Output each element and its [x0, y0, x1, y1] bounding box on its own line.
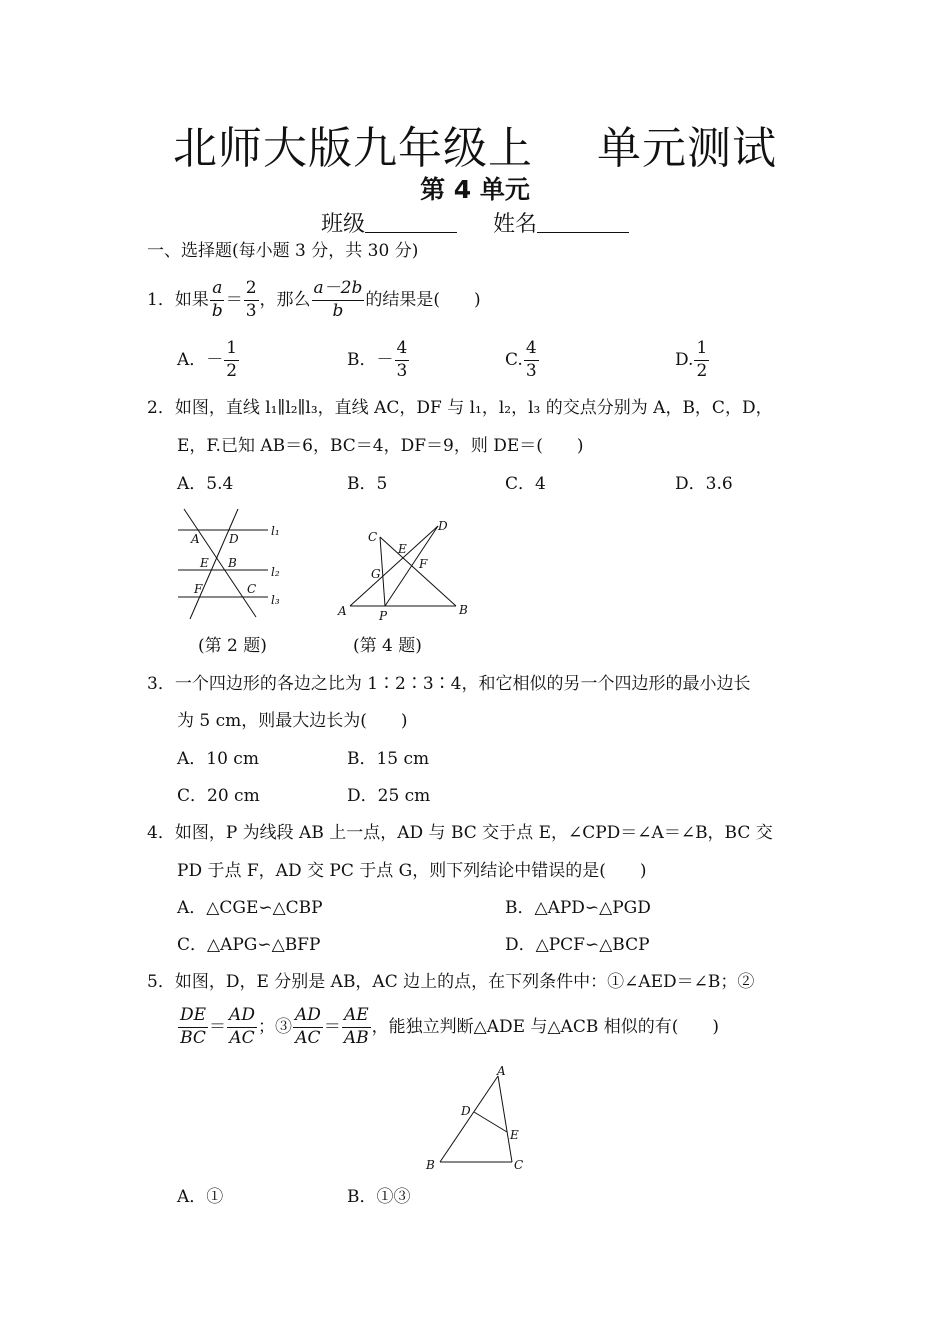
page-title: [0, 112, 950, 176]
q4-line2: PD 于点 F，AD 交 PC 于点 G，则下列结论中错误的是( ): [177, 861, 647, 881]
class-name-line: [0, 207, 950, 238]
q2-line2: E，F.已知 AB＝6，BC＝4，DF＝9，则 DE＝( ): [177, 436, 584, 456]
fig4-label-f: F: [419, 557, 428, 571]
name-label: 姓名: [493, 212, 538, 237]
q4-option-d[interactable]: D．△PCF∽△BCP: [505, 935, 650, 955]
fig4-label-g: G: [371, 567, 381, 581]
fig2-label-a: A: [191, 532, 200, 546]
title-left: 北师大版九年级上: [173, 123, 533, 174]
q1-frac-expr: $\frac{a-2b}{b}$: [313, 278, 363, 321]
class-label: 班级: [320, 212, 365, 237]
fig4-label-c: C: [368, 530, 378, 544]
q4-option-c[interactable]: C．△APG∽△BFP: [177, 935, 321, 955]
q3-option-a[interactable]: A．10 cm: [177, 749, 259, 769]
q2-line1: 2．如图，直线 l₁∥l₂∥l₃，直线 AC，DF 与 l₁，l₂，l₃ 的交点分别为 A，B，C，D，: [147, 398, 773, 418]
q5-frac-ad-ac: $\frac{AD}{AC}$: [229, 1005, 255, 1048]
q4-option-b[interactable]: B．△APD∽△PGD: [505, 898, 651, 918]
q3-line1: 3．一个四边形的各边之比为 1∶2∶3∶4，和它相似的另一个四边形的最小边长: [147, 674, 751, 694]
q1-option-b[interactable]: B． － $\frac{4}{3}$: [347, 338, 408, 381]
fig2-label-d: D: [229, 532, 239, 546]
q1-eq: ＝: [225, 289, 243, 310]
fig4-label-p: P: [379, 609, 388, 623]
fig5-label-b: B: [426, 1158, 435, 1172]
q5-frac-ad-ac-2: $\frac{AD}{AC}$: [294, 1005, 321, 1048]
q1-option-d[interactable]: D. $\frac{1}{2}$: [675, 338, 708, 381]
q1-mid: ，那么: [259, 289, 311, 310]
class-blank[interactable]: [365, 214, 457, 233]
title-right: 单元测试: [597, 123, 777, 174]
q5-frac-ae-ab: $\frac{AE}{AB}$: [343, 1005, 369, 1048]
q2-option-b[interactable]: B．5: [347, 474, 388, 494]
fig5-label-c: C: [514, 1158, 524, 1172]
question-1: [147, 280, 481, 321]
q3-option-d[interactable]: D．25 cm: [347, 786, 431, 806]
q1-frac-a-b: $\frac{a}{b}$: [211, 278, 223, 321]
q3-line2: 为 5 cm，则最大边长为( ): [177, 711, 408, 731]
q4-line1: 4．如图，P 为线段 AB 上一点，AD 与 BC 交于点 E，∠CPD＝∠A＝∠B，BC 交: [147, 823, 773, 843]
fig2-label-e: E: [200, 556, 209, 570]
unit-subtitle: 第 4 单元: [420, 175, 530, 204]
fig2-label-c: C: [247, 582, 257, 596]
q5-option-b[interactable]: B．①③: [347, 1187, 411, 1207]
fig2-label-b: B: [228, 556, 237, 570]
q5-option-a[interactable]: A．①: [177, 1187, 224, 1207]
figure-q2-parallel-lines: [170, 505, 290, 625]
fig2-caption: (第 2 题): [198, 636, 267, 656]
q2-option-d[interactable]: D．3.6: [675, 474, 733, 494]
fig4-label-d: D: [438, 519, 448, 533]
q2-option-c[interactable]: C．4: [505, 474, 546, 494]
q5-line2: $\frac{DE}{BC}$ ＝ $\frac{AD}{AC}$ ；③ $\frac{AD}{AC}$ ＝ $\frac{AE}{AB}$ ，能独立判断△ADE 与△ACB 相似的有( ): [180, 1005, 719, 1048]
name-blank[interactable]: [537, 214, 629, 233]
q5-frac-de-bc: $\frac{DE}{BC}$: [180, 1005, 207, 1048]
fig4-label-a: A: [338, 604, 347, 618]
q1-post: 的结果是( ): [365, 289, 481, 310]
fig2-label-l1: l₁: [271, 524, 280, 538]
q3-option-c[interactable]: C．20 cm: [177, 786, 260, 806]
fig2-label-f: F: [194, 582, 203, 596]
fig4-label-e: E: [398, 542, 407, 556]
q1-frac-2-3: $\frac{2}{3}$: [245, 278, 257, 321]
q4-option-a[interactable]: A．△CGE∽△CBP: [177, 898, 323, 918]
fig2-label-l3: l₃: [271, 593, 280, 607]
q2-option-a[interactable]: A．5.4: [177, 474, 234, 494]
figure-q4-triangles: [330, 512, 480, 624]
q5-line1: 5．如图，D，E 分别是 AB，AC 边上的点，在下列条件中：①∠AED＝∠B；②: [147, 972, 755, 992]
fig4-label-b: B: [459, 603, 468, 617]
fig4-caption: (第 4 题): [353, 636, 422, 656]
figure-q5-triangle: [420, 1062, 535, 1174]
q3-option-b[interactable]: B．15 cm: [347, 749, 430, 769]
section-heading: 一、选择题(每小题 3 分，共 30 分): [147, 241, 419, 261]
q1-option-a[interactable]: A． － $\frac{1}{2}$: [177, 338, 238, 381]
q1-pre: 如果: [174, 289, 209, 310]
fig2-label-l2: l₂: [271, 565, 280, 579]
fig5-label-d: D: [461, 1104, 471, 1118]
q1-number: 1．: [147, 289, 175, 310]
fig5-label-e: E: [510, 1128, 519, 1142]
fig5-label-a: A: [497, 1064, 506, 1078]
q1-option-c[interactable]: C. $\frac{4}{3}$: [505, 338, 537, 381]
